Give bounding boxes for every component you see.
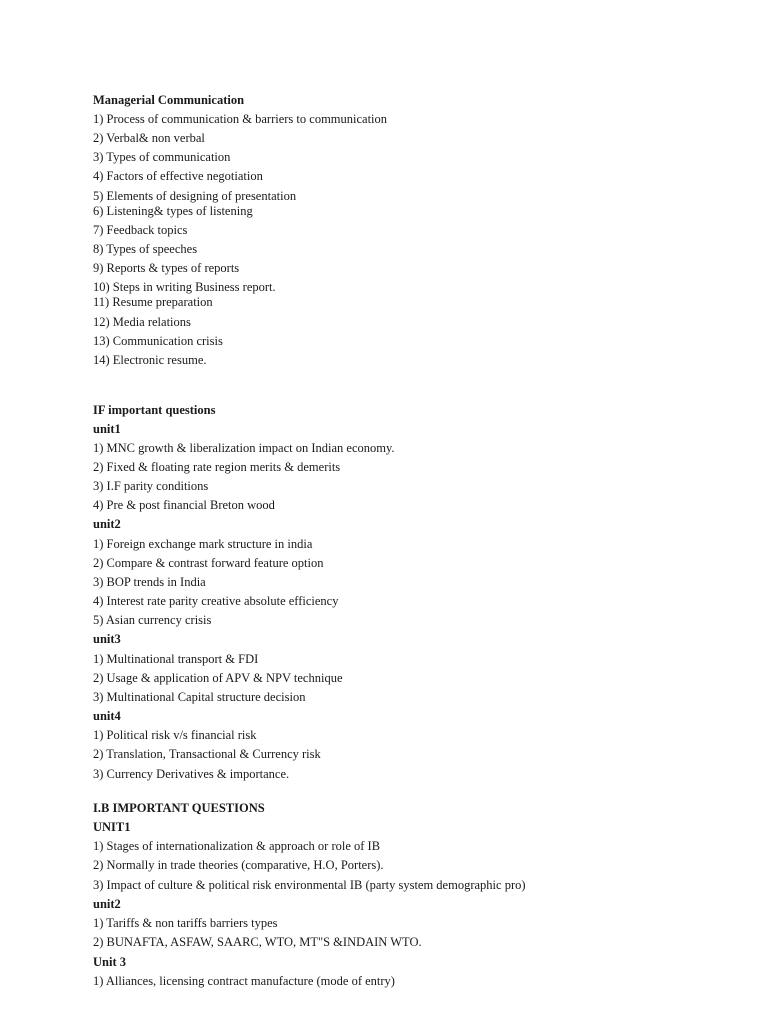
unit-heading: UNIT1 bbox=[93, 820, 131, 834]
list-item: 2) Normally in trade theories (comparative, H.O, Porters). bbox=[93, 858, 384, 872]
section-title-ib: I.B IMPORTANT QUESTIONS bbox=[93, 801, 265, 815]
list-item: 4) Pre & post financial Breton wood bbox=[93, 498, 275, 512]
list-item: 8) Types of speeches bbox=[93, 242, 198, 256]
list-item: 3) Multinational Capital structure decision bbox=[93, 690, 306, 704]
unit-heading: unit3 bbox=[93, 632, 121, 646]
list-item: 14) Electronic resume. bbox=[93, 353, 207, 367]
list-item: 1) MNC growth & liberalization impact on Indian economy. bbox=[93, 441, 395, 455]
list-item: 9) Reports & types of reports bbox=[93, 261, 240, 275]
list-item: 2) Translation, Transactional & Currency risk bbox=[93, 747, 321, 761]
list-item: 4) Interest rate parity creative absolute efficiency bbox=[93, 594, 339, 608]
list-item: 2) Fixed & floating rate region merits & demerits bbox=[93, 460, 341, 474]
list-item: 2) Verbal& non verbal bbox=[93, 131, 205, 145]
list-item: 3) I.F parity conditions bbox=[93, 479, 209, 493]
list-item: 4) Factors of effective negotiation bbox=[93, 169, 263, 183]
list-item: 2) BUNAFTA, ASFAW, SAARC, WTO, MT"S &INDAIN WTO. bbox=[93, 935, 422, 949]
section-title-if: IF important questions bbox=[93, 403, 216, 417]
list-item: 1) Stages of internationalization & approach or role of IB bbox=[93, 839, 381, 853]
section-title-managerial: Managerial Communication bbox=[93, 93, 245, 107]
list-item: 2) Compare & contrast forward feature option bbox=[93, 556, 324, 570]
list-item: 11) Resume preparation bbox=[93, 295, 213, 309]
list-item: 1) Alliances, licensing contract manufacture (mode of entry) bbox=[93, 974, 395, 988]
list-item: 1) Foreign exchange mark structure in india bbox=[93, 537, 313, 551]
list-item: 10) Steps in writing Business report. bbox=[93, 280, 276, 294]
unit-heading: unit2 bbox=[93, 897, 121, 911]
list-item: 3) Impact of culture & political risk environmental IB (party system demographic pro) bbox=[93, 878, 526, 892]
list-item: 7) Feedback topics bbox=[93, 223, 188, 237]
list-item: 13) Communication crisis bbox=[93, 334, 223, 348]
unit-heading: unit2 bbox=[93, 517, 121, 531]
unit-heading: Unit 3 bbox=[93, 955, 126, 969]
list-item: 2) Usage & application of APV & NPV technique bbox=[93, 671, 343, 685]
list-item: 1) Process of communication & barriers to communication bbox=[93, 112, 388, 126]
list-item: 5) Elements of designing of presentation bbox=[93, 189, 297, 203]
list-item: 6) Listening& types of listening bbox=[93, 204, 253, 218]
unit-heading: unit1 bbox=[93, 422, 121, 436]
list-item: 1) Political risk v/s financial risk bbox=[93, 728, 257, 742]
list-item: 3) Currency Derivatives & importance. bbox=[93, 767, 290, 781]
list-item: 3) Types of communication bbox=[93, 150, 231, 164]
list-item: 1) Multinational transport & FDI bbox=[93, 652, 259, 666]
list-item: 5) Asian currency crisis bbox=[93, 613, 212, 627]
list-item: 1) Tariffs & non tariffs barriers types bbox=[93, 916, 278, 930]
unit-heading: unit4 bbox=[93, 709, 121, 723]
list-item: 12) Media relations bbox=[93, 315, 191, 329]
list-item: 3) BOP trends in India bbox=[93, 575, 206, 589]
